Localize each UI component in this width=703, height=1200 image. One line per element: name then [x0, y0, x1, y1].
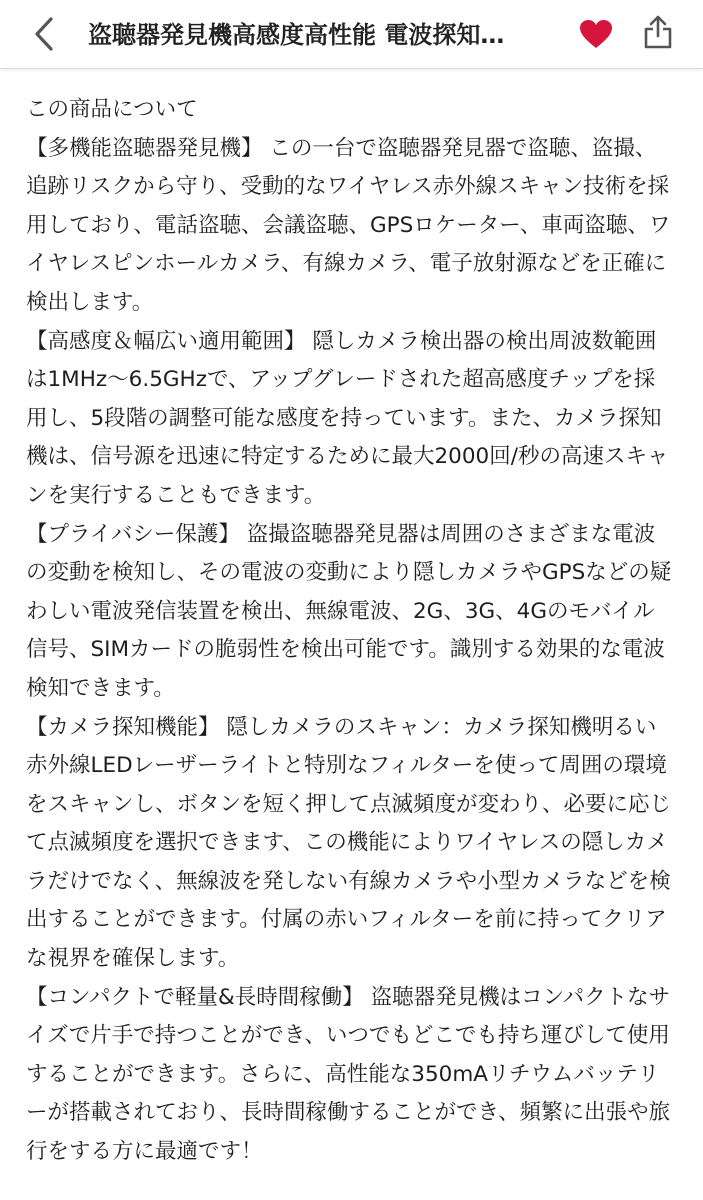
share-icon [643, 15, 673, 49]
app-header [0, 0, 703, 69]
section-heading: この商品について [26, 97, 198, 122]
favorite-button[interactable] [574, 12, 618, 56]
product-description [26, 91, 676, 1172]
heart-icon [579, 19, 613, 49]
back-button[interactable] [22, 12, 66, 56]
feature-paragraph-multifunction: 【多機能盗聴器発見機】 この一台で盗聴器発見器で盗聴、盗撮、追跡リスクから守り、受動的なワイヤレス赤外線スキャン技術を採用しており、電話盗聴、会議盗聴、GPSロケーター、車両盗聴、ワイヤレスピンホールカメラ、有線カメラ、電子放射源などを正確に検出します。 [26, 135, 671, 315]
share-button[interactable] [636, 10, 680, 54]
chevron-left-icon [32, 16, 56, 52]
feature-paragraph-compact: 【コンパクトで軽量&長時間稼働】 盗聴器発見機はコンパクトなサイズで片手で持つことができ、いつでもどこでも持ち運びして使用することができます。さらに、高性能な350mAリチウムバッテリーが搭載されており、長時間稼働することができ、頻繁に出張や旅行をする方に最適です！ [26, 984, 671, 1165]
feature-paragraph-sensitivity: 【高感度＆幅広い適用範囲】 隠しカメラ検出器の検出周波数範囲は1MHz〜6.5GHzで、アップグレードされた超高感度チップを採用し、5段階の調整可能な感度を持っています。また、カメラ探知機は、信号源を迅速に特定するために最大2000回/秒の高速スキャンを実行することもできます。 [26, 328, 669, 508]
feature-paragraph-privacy: 【プライバシー保護】 盗撮盗聴器発見器は周囲のさまざまな電波の変動を検知し、その電波の変動により隠しカメラやGPSなどの疑わしい電波発信装置を検出、無線電波、2G、3G、4Gのモバイル信号、SIMカードの脆弱性を検出可能です。識別する効果的な電波検知できます。 [26, 521, 672, 701]
feature-paragraph-camera-detection: 【カメラ探知機能】 隠しカメラのスキャン：カメラ探知機明るい赤外線LEDレーザーライトと特別なフィルターを使って周囲の環境をスキャンし、ボタンを短く押して点滅頻度が変わり、必要に応じて点滅頻度を選択できます、この機能によりワイヤレスの隠しカメラだけでなく、無線波を発しない有線カメラや小型カメラなどを検出することができます。付属の赤いフィルターを前に持ってクリアな視界を確保します。 [26, 714, 672, 972]
page-title: 盗聴器発見機高感度高性能 電波探知… [88, 21, 505, 49]
